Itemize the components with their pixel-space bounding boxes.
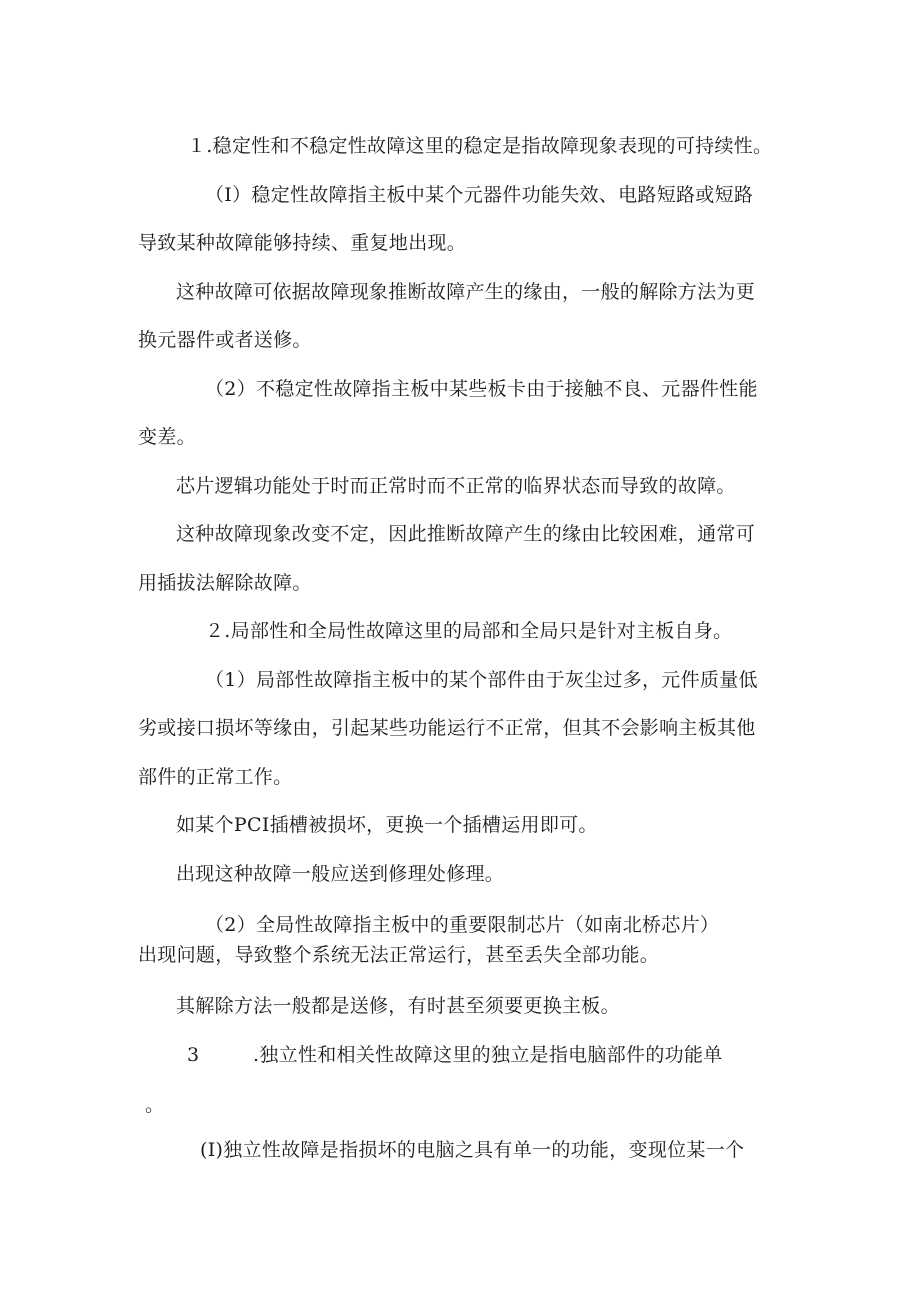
- paragraph-line: 芯片逻辑功能处于时而正常时而不正常的临界状态而导致的故障。: [176, 475, 736, 497]
- paragraph-line: (I)独立性故障是指损坏的电脑之具有单一的功能，变现位某一个: [200, 1139, 745, 1161]
- paragraph-line: 这种故障可依据故障现象推断故障产生的缘由，一般的解除方法为更: [176, 281, 756, 303]
- paragraph-line: （2）全局性故障指主板中的重要限制芯片（如南北桥芯片）: [205, 914, 720, 936]
- paragraph-line: 换元器件或者送修。: [138, 329, 312, 351]
- section-1-heading: １.稳定性和不稳定性故障这里的稳定是指故障现象表现的可持续性。: [187, 135, 773, 157]
- section-3-number: 3: [187, 1044, 200, 1066]
- paragraph-line: （I）稳定性故障指主板中某个元器件功能失效、电路短路或短路: [205, 184, 754, 206]
- section-2-heading: ２.局部性和全局性故障这里的局部和全局只是针对主板自身。: [205, 620, 733, 642]
- paragraph-line: 用插拔法解除故障。: [138, 572, 312, 594]
- paragraph-line: 出现问题，导致整个系统无法正常运行，甚至丢失全部功能。: [138, 944, 660, 966]
- paragraph-line: 部件的正常工作。: [138, 766, 293, 788]
- paragraph-line: 变差。: [138, 426, 196, 448]
- paragraph-line: 出现这种故障一般应送到修理处修理。: [176, 863, 505, 885]
- paragraph-line: 。: [145, 1094, 165, 1116]
- paragraph-line: 如某个PCI插槽被损坏，更换一个插槽运用即可。: [176, 814, 598, 836]
- paragraph-line: 导致某种故障能够持续、重复地出现。: [138, 232, 467, 254]
- section-3-heading: .独立性和相关性故障这里的独立是指电脑部件的功能单: [253, 1044, 723, 1066]
- paragraph-line: （2）不稳定性故障指主板中某些板卡由于接触不良、元器件性能: [205, 378, 758, 400]
- paragraph-line: （1）局部性故障指主板中的某个部件由于灰尘过多，元件质量低: [205, 669, 758, 691]
- paragraph-line: 其解除方法一般都是送修，有时甚至须要更换主板。: [176, 995, 620, 1017]
- paragraph-line: 这种故障现象改变不定，因此推断故障产生的缘由比较困难，通常可: [176, 523, 756, 545]
- paragraph-line: 劣或接口损坏等缘由，引起某些功能运行不正常，但其不会影响主板其他: [138, 717, 756, 739]
